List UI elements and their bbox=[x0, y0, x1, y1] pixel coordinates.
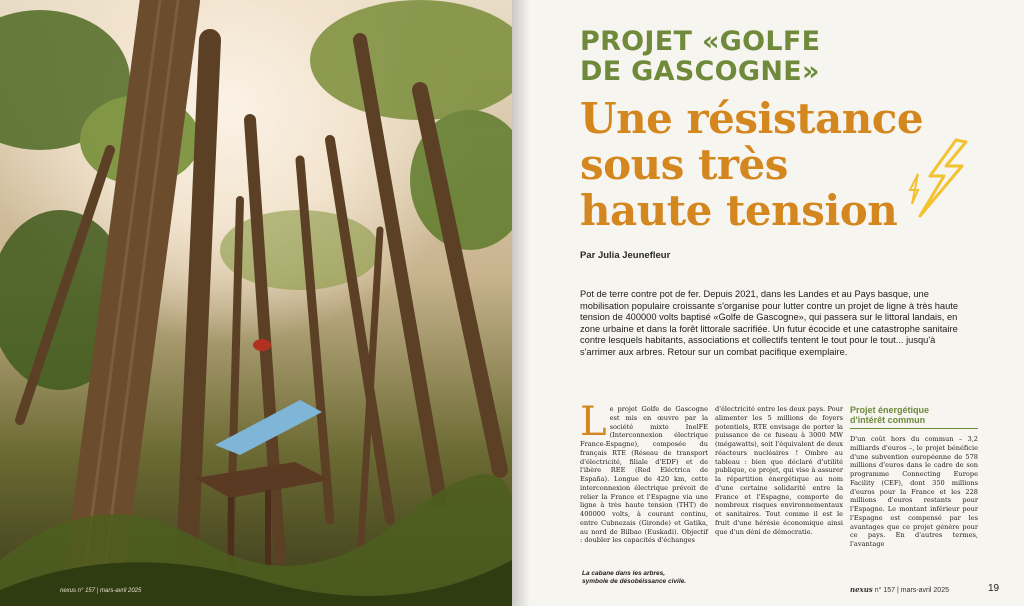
sidebar-title-line-1: Projet énergétique bbox=[850, 405, 930, 415]
red-hammock bbox=[253, 339, 271, 351]
headline-line-2: sous très bbox=[580, 140, 788, 189]
author-byline: Par Julia Jeunefleur bbox=[580, 250, 671, 261]
magazine-name: nexus bbox=[850, 585, 873, 594]
article-intro: Pot de terre contre pot de fer. Depuis 2021, dans les Landes et au Pays basque, une mobilisation populaire croissante s'organise pour lutter contre un projet de ligne à très haute tension de 400000 volts baptisé «Golfe de Gascogne», qui passera sur le littoral landais, en zone urbaine et dans la forêt littorale sacrifiée. Un futur écocide et une catastrophe sanitaire contre lesquels habitants, associations et collectifs tentent le tout pour le tout... jusqu'à s'arrimer aux arbres. Retour sur un combat pacifique exemplaire. bbox=[580, 289, 959, 357]
body-column-1 bbox=[580, 399, 708, 545]
body-text-1: e projet Golfe de Gascogne est mis en œuvre par la société mixte InelFE (Interconnexion électrique France-Espagne), composée du français RTE (Réseau de transport d'électricité, filiale d'EDF) et de l'ibère REE (Red Eléctrica de España). Longue de 420 km, cette interconnexion électrique prévoit de relier la France et l'Espagne via une ligne à très haute tension (THT) de 400000 volts, à courant continu, entre Cubnezais (Gironde) et Gatika, au nord de Bilbao (Euskadi). Objectif : doubler les capacités d'échanges bbox=[580, 405, 708, 545]
kicker-line-2: DE GASCOGNE» bbox=[580, 56, 820, 87]
drop-cap: L bbox=[580, 399, 607, 445]
sidebar-divider bbox=[850, 428, 978, 429]
issue-date: | mars-avril 2025 bbox=[896, 587, 949, 594]
treehouse-platform bbox=[195, 462, 330, 498]
sidebar-text: D'un coût hors du commun – 3,2 milliards d'euros –, le projet bénéficie d'une subvention européenne de 578 millions d'euros dans le cadre de son programme Connecting Europe Facility (CEF), dont 350 millions d'euros pour la France et les 228 millions d'euros restants pour l'Espagne. Le montant inférieur pour l'Espagne est compensé par les avantages que ce projet génère pour ce pays. En d'autres termes, l'avantage bbox=[850, 435, 978, 548]
page-gutter bbox=[512, 0, 530, 606]
sidebar-box bbox=[850, 405, 978, 549]
body-text-2: d'électricité entre les deux pays. Pour alimenter les 5 millions de foyers potentiels, RTE envisage de porter la puissance de ce fuseau à 3000 MW (mégawatts), soit l'équivalent de deux réacteurs nucléaires ! Ombre au tableau : bien que déclaré d'utilité publique, ce projet, qui vise à assurer la répartition énergétique au nom d'une certaine solidarité entre la France et l'Espagne, comporte de nombreux risques environnementaux et sanitaires. Tout comme il est le fruit d'une hérésie économique ainsi que d'un déni de démocratie. bbox=[715, 405, 843, 536]
caption-line-1: La cabane dans les arbres, bbox=[582, 570, 666, 577]
issue-number: n° 157 bbox=[874, 587, 896, 594]
page-footer bbox=[850, 585, 949, 594]
sidebar-title bbox=[850, 405, 978, 425]
page-number: 19 bbox=[988, 583, 1000, 594]
headline-line-1: Une résistance bbox=[580, 94, 924, 143]
article-kicker bbox=[580, 27, 880, 87]
sidebar-title-line-2: d'intérêt commun bbox=[850, 415, 926, 425]
caption-line-2: symbole de désobéissance civile. bbox=[582, 578, 687, 585]
body-column-2 bbox=[715, 405, 843, 536]
lightning-bolt-icon bbox=[900, 138, 970, 218]
photo-caption bbox=[582, 570, 782, 586]
headline-line-3: haute tension bbox=[580, 186, 898, 235]
kicker-line-1: PROJET «GOLFE bbox=[580, 26, 821, 57]
left-page-folio: nexus n° 157 | mars-avril 2025 bbox=[60, 588, 142, 594]
